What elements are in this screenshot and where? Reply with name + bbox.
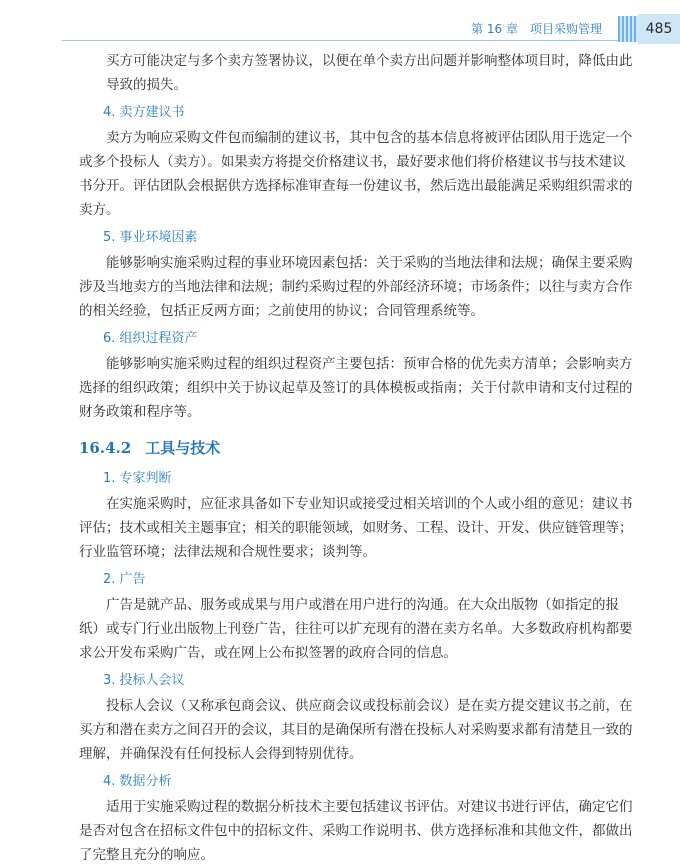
paragraph-enterprise-environmental-factors: 能够影响实施采购过程的事业环境因素包括：关于采购的当地法律和法规；确保主要采购涉及当地卖方的当地法律和法规；制约采购过程的外部经济环境；市场条件；以往与卖方合作的相关经验，包括正反两方面；之前使用的协议；合同管理系统等。 [79, 255, 633, 319]
header-stripes-decoration [618, 16, 640, 42]
paragraph-expert-judgment: 在实施采购时，应征求具备如下专业知识或接受过相关培训的个人或小组的意见：建议书评估；技术或相关主题事宜；相关的职能领域，如财务、工程、设计、开发、供应链管理等；行业监管环境；法律法规和合规性要求；谈判等。 [79, 496, 633, 560]
page-header [0, 0, 680, 44]
paragraph-advertising: 广告是就产品、服务或成果与用户或潜在用户进行的沟通。在大众出版物（如指定的报纸）或专门行业出版物上刊登广告，往往可以扩充现有的潜在卖方名单。大多数政府机构都要求公开发布采购广告，或在网上公布拟签署的政府合同的信息。 [79, 597, 633, 661]
subheading-data-analysis: 4. 数据分析 [103, 774, 172, 789]
section-number: 16.4.2 [79, 439, 132, 457]
subheading-seller-proposals: 4. 卖方建议书 [103, 105, 185, 120]
paragraph-data-analysis: 适用于实施采购过程的数据分析技术主要包括建议书评估。对建议书进行评估，确定它们是否对包含在招标文件包中的招标文件、采购工作说明书、供方选择标准和其他文件，都做出了完整且充分的响应。 [79, 799, 633, 863]
subheading-enterprise-environmental-factors: 5. 事业环境因素 [103, 230, 198, 245]
section-title: 工具与技术 [145, 439, 221, 457]
subheading-advertising: 2. 广告 [103, 572, 146, 587]
subheading-organizational-process-assets: 6. 组织过程资产 [103, 331, 198, 346]
subheading-expert-judgment: 1. 专家判断 [103, 471, 172, 486]
intro-paragraph: 买方可能决定与多个卖方签署协议，以便在单个卖方出问题并影响整体项目时，降低由此导致的损失。 [106, 53, 633, 93]
paragraph-bidder-conferences: 投标人会议（又称承包商会议、供应商会议或投标前会议）是在卖方提交建议书之前，在买方和潜在卖方之间召开的会议，其目的是确保所有潜在投标人对采购要求都有清楚且一致的理解，并确保没有任何投标人会得到特别优待。 [79, 698, 633, 762]
page-body [79, 49, 639, 867]
chapter-title: 第 16 章 项目采购管理 [471, 22, 602, 36]
paragraph-seller-proposals: 卖方为响应采购文件包而编制的建议书，其中包含的基本信息将被评估团队用于选定一个或多个投标人（卖方）。如果卖方将提交价格建议书，最好要求他们将价格建议书与技术建议书分开。评估团队会根据供方选择标准审查每一份建议书，然后选出最能满足采购组织需求的卖方。 [79, 130, 633, 218]
section-heading [79, 436, 639, 460]
header-rule [62, 40, 620, 41]
page-number: 485 [638, 14, 680, 44]
paragraph-organizational-process-assets: 能够影响实施采购过程的组织过程资产主要包括：预审合格的优先卖方清单；会影响卖方选择的组织政策；组织中关于协议起草及签订的具体模板或指南；关于付款申请和支付过程的财务政策和程序等。 [79, 356, 633, 420]
subheading-bidder-conferences: 3. 投标人会议 [103, 673, 185, 688]
